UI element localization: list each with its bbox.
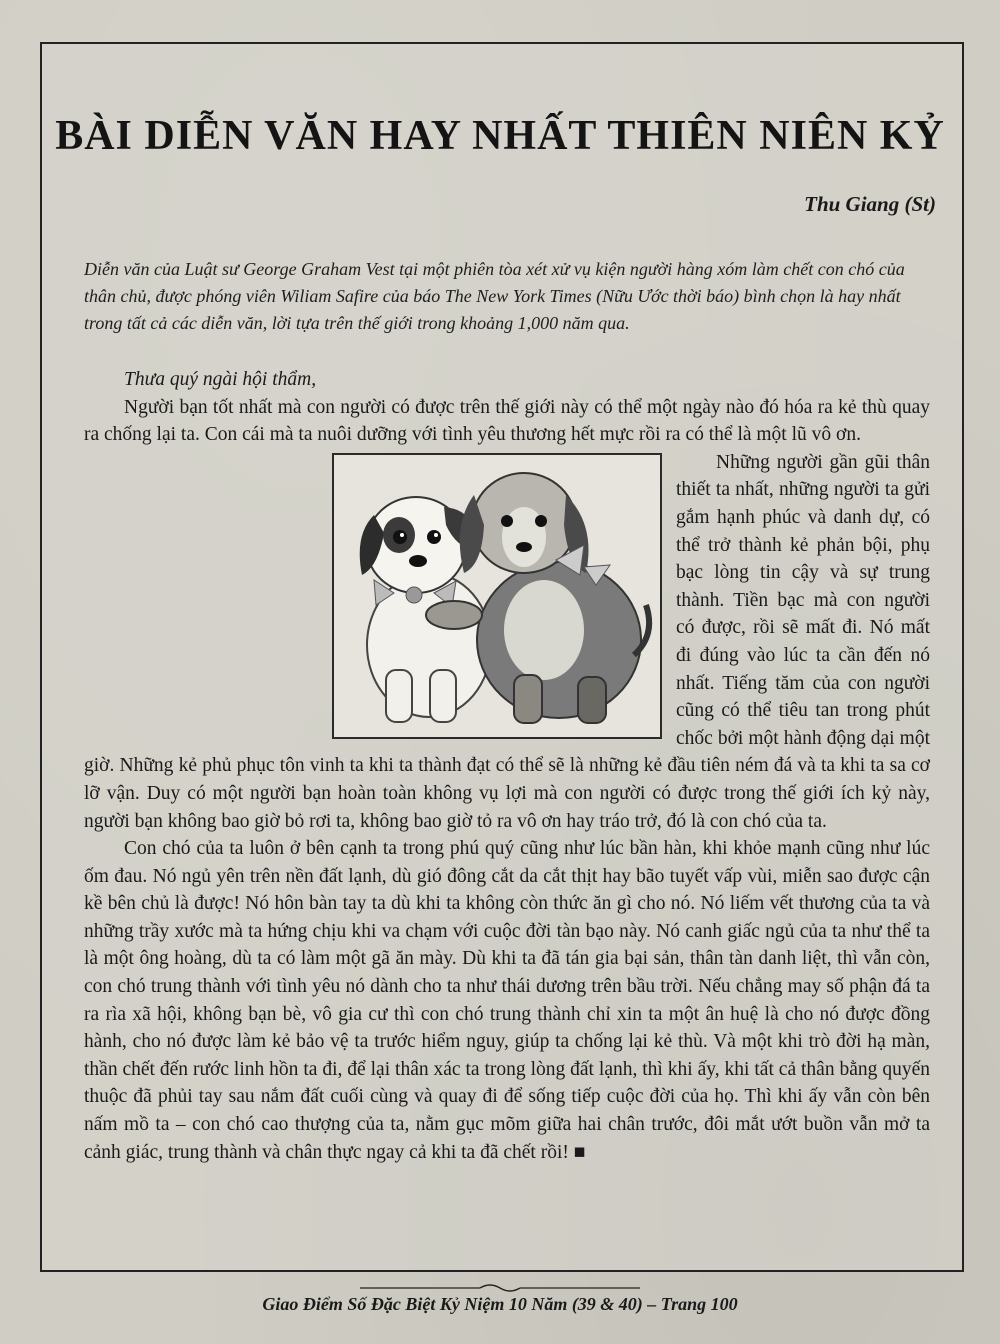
paragraph: Những người gần gũi thân thiết ta nhất, những người ta gửi gắm hạnh phúc và danh dự, có thể trở thành kẻ phản bội, phụ bạc lòng tin cậy và sự trung thành. Tiền bạc mà con người có được, rồi sẽ mất đi. Nó mất đi đúng vào lúc ta cần đến nó nhất. Tiếng tăm của con người cũng có thể tiêu tan trong phút chốc bởi một hành động dại một giờ. Những kẻ phủ phục tôn vinh ta khi ta thành đạt có thể sẽ là những kẻ đầu tiên ném đá và ta khi ta sa cơ lỡ vận. Duy có một người bạn hoàn toàn không vụ lợi mà con người có được trong thế giới ích kỷ này, người bạn không bao giờ bỏ rơi ta, không bao giờ tỏ ra vô ơn hay tráo trở, đó là con chó của ta. [84, 451, 930, 832]
page-footer: Giao Điểm Số Đặc Biệt Kỷ Niệm 10 Năm (39 & 40) – Trang 100 [262, 1294, 738, 1314]
article-intro: Diễn văn của Luật sư George Graham Vest tại một phiên tòa xét xử vụ kiện người hàng xóm làm chết con chó của thân chủ, được phóng viên Wiliam Safire của báo The New York Times (Nữu Ước thời báo) bình chọn là hay nhất trong tất cả các diễn văn, lời tựa trên thế giới trong khoảng 1,000 năm qua. [84, 259, 905, 333]
salutation: Thưa quý ngài hội thẩm, [124, 369, 317, 390]
paragraph: Người bạn tốt nhất mà con người có được trên thế giới này có thể một ngày nào đó hóa ra kẻ thù quay ra chống lại ta. Con cái mà ta nuôi dưỡng với tình yêu thương hết mực rồi ra có thể là một lũ vô ơn. [84, 396, 930, 446]
paragraph-final-text: Con chó của ta luôn ở bên cạnh ta trong phú quý cũng như lúc bần hàn, khi khỏe mạnh cũng như lúc ốm đau. Nó ngủ yên trên nền đất lạnh, dù gió đông cắt da cắt thịt hay bão tuyết vấp vùi, miễn sao được cận kề bên chủ là được! Nó hôn bàn tay ta dù khi ta không còn thức ăn gì cho nó. Nó liếm vết thương của ta và những trầy xước mà ta hứng chịu khi va chạm với cuộc đời tàn bạo này. Nó canh giấc ngủ của ta như thể ta là một ông hoàng, dù ta có làm một gã ăn mày. Dù khi ta đã tán gia bại sản, thân tàn danh liệt, thì vẫn còn, con chó trung thành với tình yêu nó dành cho ta như thái dương trên bầu trời. Nếu chẳng may số phận đá ta ra rìa xã hội, không bạn bè, vô gia cư thì con chó trung thành chỉ xin ta một ân huệ là cho nó được đồng hành, cho nó được làm kẻ bảo vệ ta trước hiểm nguy, giúp ta chống lại kẻ thù. Và một khi trò đời hạ màn, thần chết đến rước linh hồn ta đi, để lại thân xác ta trong lòng đất lạnh, thì khi ấy, khi tất cả thân bằng quyến thuộc đã phủi tay sau nắm đất cuối cùng và quay đi để sống tiếp cuộc đời của họ. Thì khi ấy vẫn còn bên nấm mồ ta – con chó cao thượng của ta, nằm gục mõm giữa hai chân trước, đôi mắt ướt buồn vẫn mở ta cảnh giác, trung thành và chân thực ngay cả khi ta đã chết rồi! [84, 838, 930, 1163]
article-title: BÀI DIỄN VĂN HAY NHẤT THIÊN NIÊN KỶ [55, 113, 945, 159]
article-body [84, 366, 930, 1166]
puppies-illustration [332, 453, 662, 739]
footer-ornament-icon [360, 1283, 640, 1293]
article-byline: Thu Giang (St) [804, 192, 936, 216]
puppies-drawing [334, 455, 660, 737]
end-mark-icon: ■ [573, 1141, 586, 1163]
paragraph-final [84, 835, 930, 1166]
